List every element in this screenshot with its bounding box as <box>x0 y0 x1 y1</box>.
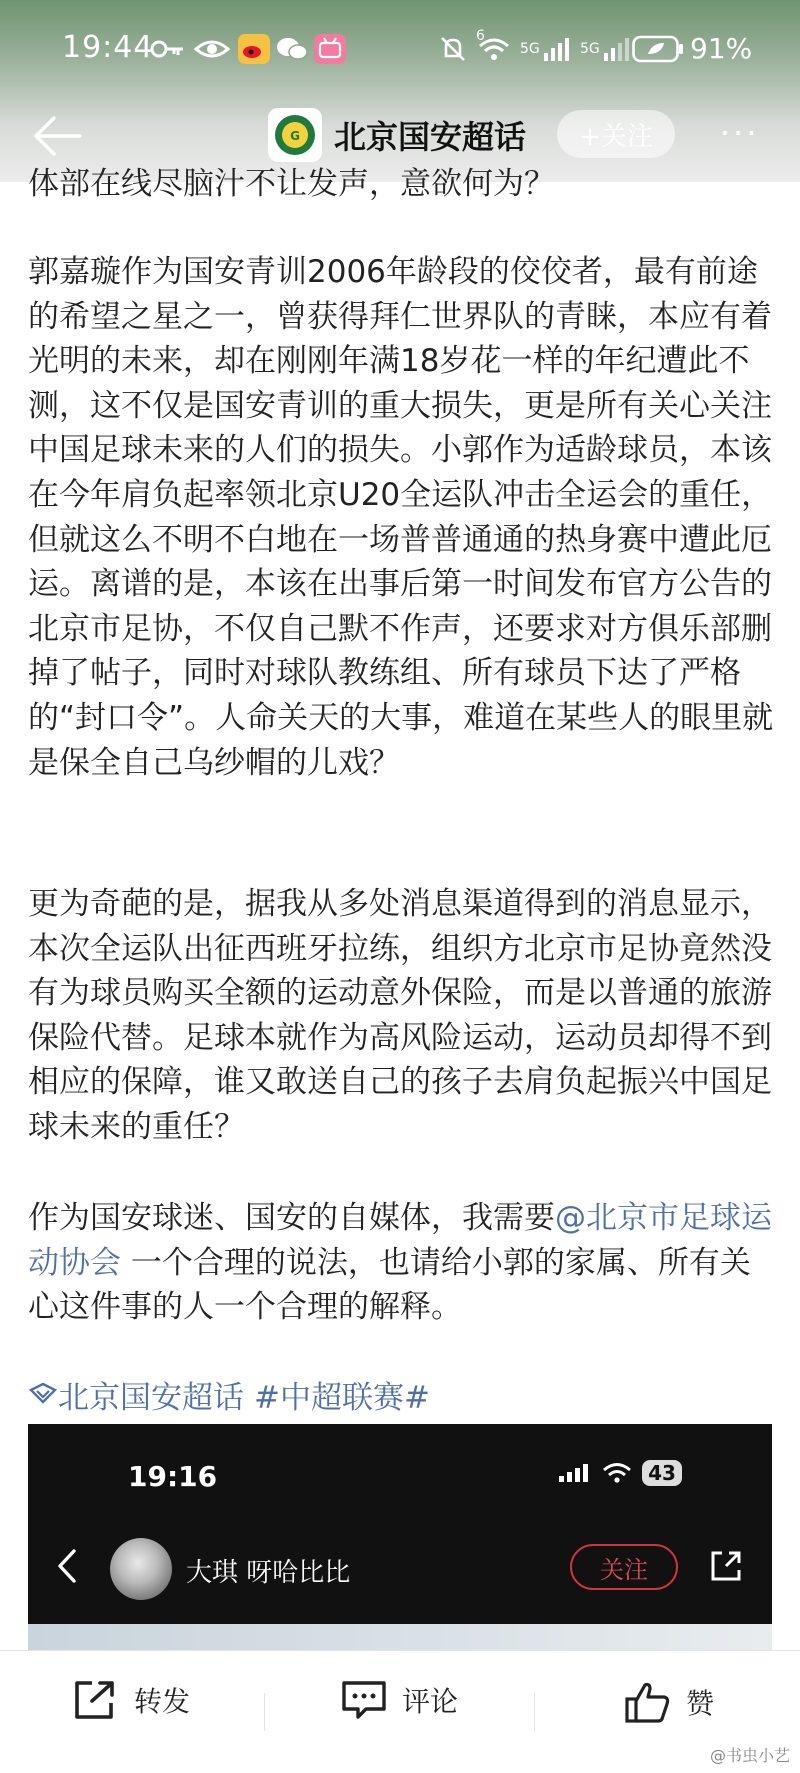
partial-text-line: 体部在线尽脑汁不让发声，意欲何为？ <box>28 166 555 202</box>
wifi-icon <box>602 1462 632 1484</box>
bottom-action-bar <box>0 1650 800 1773</box>
comment-button[interactable] <box>340 1679 458 1721</box>
like-button[interactable] <box>624 1679 714 1725</box>
article-paragraph <box>28 1196 778 1330</box>
key-icon <box>150 34 186 64</box>
embedded-username: 大琪 呀哈比比 <box>186 1558 351 1588</box>
embedded-battery: 43 <box>642 1460 682 1486</box>
embedded-back-icon <box>56 1548 78 1588</box>
page-title[interactable]: 北京国安超话 <box>334 118 527 156</box>
svg-text:G: G <box>290 129 300 143</box>
hashtag-link[interactable]: #中超联赛# <box>254 1380 430 1416</box>
status-time: 19:44 <box>62 30 154 65</box>
watermark: @书虫小艺 <box>710 1746 791 1765</box>
super-topic-link[interactable]: 北京国安超话 <box>58 1380 244 1416</box>
divider <box>264 1693 265 1731</box>
like-label: 赞 <box>686 1687 715 1720</box>
embedded-image-preview <box>28 1624 772 1650</box>
embedded-screenshot-image[interactable] <box>28 1424 772 1650</box>
battery-percentage: 91% <box>690 32 753 65</box>
divider <box>534 1693 535 1731</box>
comment-icon <box>340 1679 388 1721</box>
status-bar <box>0 0 800 100</box>
cellular-signal-icon <box>558 1462 592 1484</box>
wifi-icon: 6 <box>476 34 512 64</box>
topic-tags <box>28 1372 430 1417</box>
comment-label: 评论 <box>402 1685 459 1718</box>
mute-bell-icon <box>438 34 468 64</box>
avatar <box>110 1538 172 1600</box>
top-area <box>0 0 800 182</box>
signal-5g-icon-1: 5G <box>520 34 572 64</box>
weibo-icon <box>238 34 270 64</box>
team-logo[interactable] <box>268 108 322 162</box>
embedded-follow-button: 关注 <box>570 1544 678 1590</box>
bilibili-icon <box>314 34 346 64</box>
share-icon <box>708 1548 744 1588</box>
signal-5g-icon-2: 5G <box>580 34 632 64</box>
more-options-button[interactable]: ··· <box>720 114 760 152</box>
super-topic-icon <box>28 1377 58 1413</box>
embedded-status-icons <box>558 1460 682 1486</box>
forward-label: 转发 <box>134 1685 191 1718</box>
article-card <box>0 166 800 1650</box>
back-button[interactable] <box>30 110 84 162</box>
eye-icon <box>194 34 230 64</box>
battery-icon <box>632 34 684 64</box>
wechat-icon <box>276 34 308 64</box>
follow-button[interactable]: +关注 <box>557 110 675 158</box>
paragraph-text: 一个合理的说法，也请给小郭的家属、所有关心这件事的人一个合理的解释。 <box>28 1244 751 1326</box>
back-arrow-icon <box>30 110 84 162</box>
paragraph-text: 作为国安球迷、国安的自媒体，我需要 <box>28 1200 555 1236</box>
article-paragraph: 郭嘉璇作为国安青训2006年龄段的佼佼者，最有前途的希望之星之一，曾获得拜仁世界队的青睐，本应有着光明的未来，却在刚刚年满18岁花一样的年纪遭此不测，这不仅是国安青训的重大损失，更是所有关心关注中国足球未来的人们的损失。小郭作为适龄球员，本该在今年肩负起率领北京U20全运队冲击全运会的重任，但就这么不明不白地在一场普普通通的热身赛中遭此厄运。离谱的是，本该在出事后第一时间发布官方公告的北京市足协，不仅自己默不作声，还要求对方俱乐部删掉了帖子，同时对球队教练组、所有球员下达了严格的“封口令”。人命关天的大事，难道在某些人的眼里就是保全自己乌纱帽的儿戏？ <box>28 254 774 781</box>
forward-icon <box>72 1679 120 1721</box>
thumbs-up-icon <box>624 1679 672 1725</box>
mention-link[interactable]: @北京市足球运动协会 <box>28 1200 772 1281</box>
forward-button[interactable] <box>72 1679 190 1721</box>
embedded-status-time: 19:16 <box>128 1460 218 1493</box>
article-paragraph: 更为奇葩的是，据我从多处消息渠道得到的消息显示，本次全运队出征西班牙拉练，组织方北京市足协竟然没有为球员购买全额的运动意外保险，而是以普通的旅游保险代替。足球本就作为高风险运动，运动员却得不到相应的保障，谁又敢送自己的孩子去肩负起振兴中国足球未来的重任？ <box>28 886 772 1145</box>
